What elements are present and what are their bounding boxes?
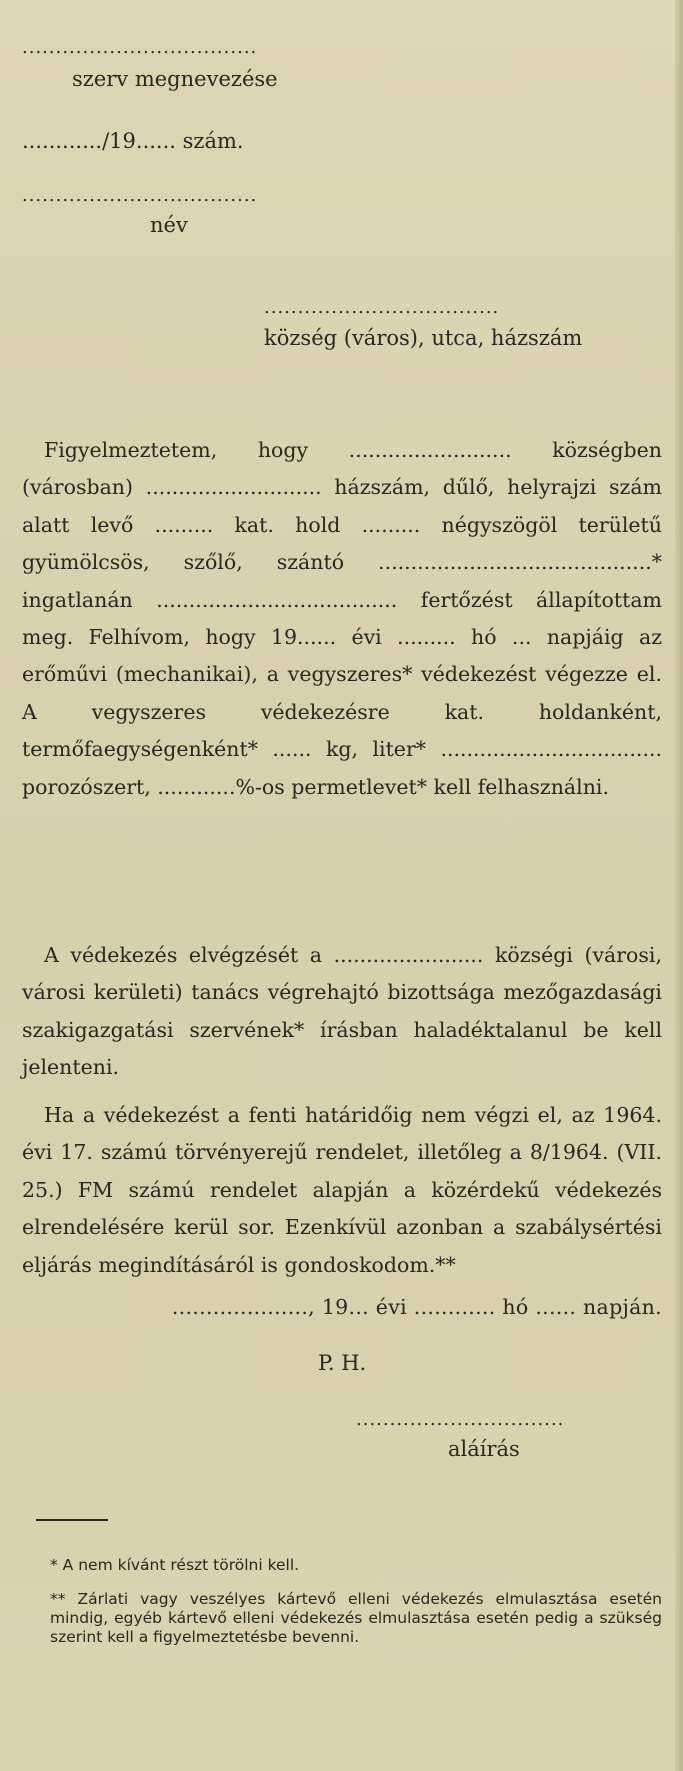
stamp-placeholder: P. H. — [318, 1351, 367, 1375]
name-label: név — [150, 213, 188, 237]
reference-number-line: ............/19...... szám. — [22, 129, 244, 153]
date-line: ...................., 19... évi ............ hó ...... napján. — [171, 1295, 662, 1319]
notification-paragraph: A védekezés elvégzését a ....................... községi (városi, városi kerületi) tanács végrehajtó bizottsága mezőgazdasági szakigazgatási szervének* írásban haladéktalanul be kell jelenteni. — [22, 943, 662, 1080]
signature-label: aláírás — [448, 1437, 520, 1461]
penalty-paragraph: Ha a védekezést a fenti határidőig nem végzi el, az 1964. évi 17. számú törvényerejű rendelet, illetőleg a 8/1964. (VII. 25.) FM számú rendelet alapján a közérdekű védekezés elrendelésére kerül sor. Ezenkívül azonban a szabálysértési eljárás megindításáról is gondoskodom.** — [22, 1103, 662, 1277]
signature-dotted-line: ............................... — [356, 1410, 565, 1430]
page-edge — [675, 0, 683, 1771]
footnote-1: * A nem kívánt részt törölni kell. — [50, 1556, 300, 1574]
name-dotted-line: ................................... — [22, 186, 258, 206]
footnote-separator — [36, 1519, 108, 1521]
organization-dotted-line: ................................... — [22, 38, 258, 58]
warning-paragraph: Figyelmeztetem, hogy ......................... községben (városban) ........................... házszám, dűlő, helyrajzi szám alatt levő ......... kat. hold ......... négyszögöl területű gyümölcsös, szőlő, szántó ..........................................* ingatlanán ..................................... fertőzést állapítottam meg. Felhívom, hogy 19...... évi ......... hó ... napjáig az erőművi (mechanikai), a vegyszeres* védekezést végezze el. A vegyszeres védekezésre kat. holdanként, termőfaegységenként* ...... kg, liter* .................................. porozószert, ............%-os permetlevet* kell felhasználni. — [22, 438, 662, 799]
address-label: község (város), utca, házszám — [264, 326, 583, 350]
footnote-2: ** Zárlati vagy veszélyes kártevő elleni védekezés elmulasztása esetén mindig, egyéb kártevő elleni védekezés elmulasztása esetén pedig a szükség szerint kell a figyelmeztetésbe bevenni. — [50, 1590, 662, 1646]
organization-label: szerv megnevezése — [72, 67, 278, 91]
address-dotted-line: ................................... — [264, 298, 500, 318]
